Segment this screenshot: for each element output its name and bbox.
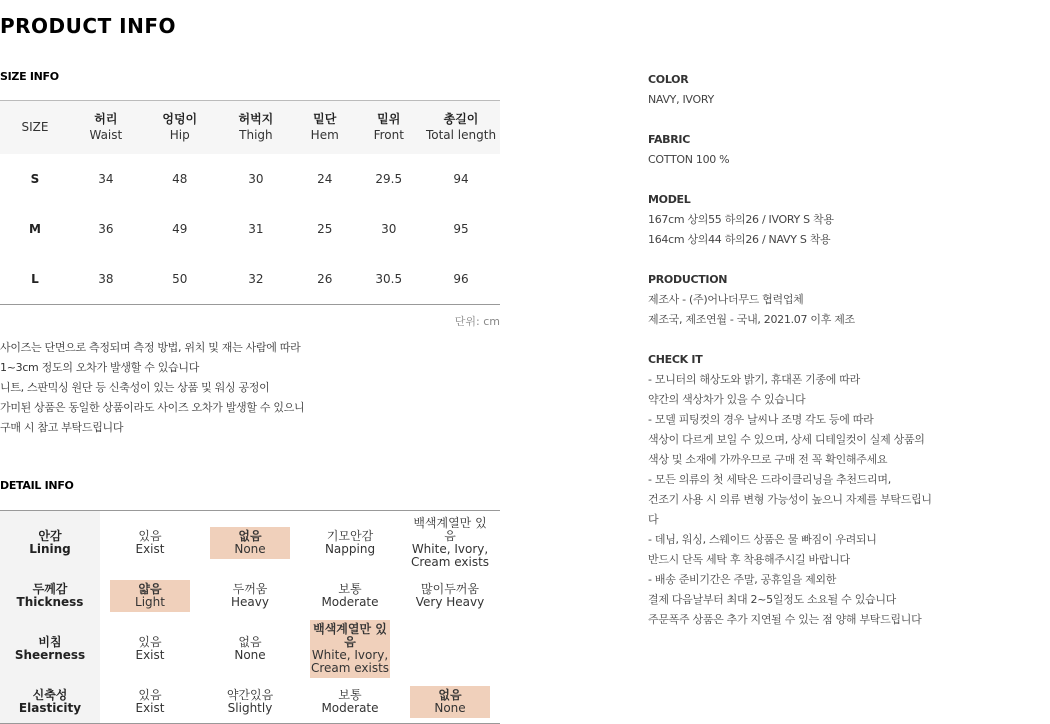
info-line: - 모니터의 해상도와 밝기, 휴대폰 기종에 따라 <box>648 373 860 386</box>
table-cell: 25 <box>317 221 333 236</box>
table-cell: 50 <box>172 271 188 286</box>
table-cell: 31 <box>248 221 264 236</box>
product-info-column <box>648 70 948 650</box>
option-value: 있음 Exist <box>135 635 165 662</box>
info-line: - 데님, 워싱, 스웨이드 상품은 물 빠짐이 우려되니 <box>648 533 877 546</box>
selected-option: 없음 None <box>210 527 290 559</box>
note-line: 가미된 상품은 동일한 상품이라도 사이즈 오차가 발생할 수 있으니 <box>0 401 305 414</box>
table-cell: 29.5 <box>375 171 403 186</box>
table-cell: 26 <box>317 271 333 286</box>
info-line: 주문폭주 상품은 추가 지연될 수 있는 점 양해 부탁드립니다 <box>648 613 922 626</box>
info-heading: FABRIC <box>648 133 690 146</box>
selected-option: 백색계열만 있음 White, Ivory, Cream exists <box>310 620 390 678</box>
detail-info-heading: DETAIL INFO <box>0 479 74 492</box>
table-row <box>0 254 500 305</box>
info-line: 제조사 - (주)어나더무드 협력업체 <box>648 293 804 306</box>
option-value: 백색계열만 있음 White, Ivory, Cream exists <box>410 516 490 569</box>
table-cell: M <box>29 221 41 236</box>
info-line: 다 <box>648 513 659 526</box>
option-value: 두꺼움 Heavy <box>231 582 269 609</box>
size-table-header <box>0 101 500 154</box>
unit-label: 단위: cm <box>454 315 500 328</box>
detail-option <box>100 575 200 617</box>
option-value: 보통 Moderate <box>321 687 379 715</box>
hip-column-header: 엉덩이 Hip <box>162 112 198 143</box>
hem-column-header: 밑단 Hem <box>310 112 339 143</box>
table-cell: 95 <box>453 221 469 236</box>
detail-option <box>300 575 400 617</box>
table-cell: 48 <box>172 171 188 186</box>
info-line: 반드시 단독 세탁 후 착용해주시길 바랍니다 <box>648 553 850 566</box>
detail-option <box>400 511 500 576</box>
thigh-column-header: 허벅지 Thigh <box>238 112 274 143</box>
info-line: 색상이 다르게 보일 수 있으며, 상세 디테일컷이 실제 상품의 <box>648 433 925 446</box>
table-row <box>0 204 500 254</box>
front-column-header: 밑위 Front <box>373 112 404 143</box>
option-value: 없음 None <box>234 635 266 662</box>
table-cell: L <box>31 271 39 286</box>
detail-row-label: 신축성 Elasticity <box>0 681 100 723</box>
table-cell: 32 <box>248 271 264 286</box>
table-cell: 38 <box>98 271 114 286</box>
option-value: 약간있음 Slightly <box>226 687 274 715</box>
size-table <box>0 100 500 305</box>
detail-option <box>400 575 500 617</box>
option-value: 있음 Exist <box>135 529 165 556</box>
note-line: 1~3cm 정도의 오차가 발생할 수 있습니다 <box>0 361 200 374</box>
option-value: 있음 Exist <box>135 687 165 715</box>
table-cell: 34 <box>98 171 114 186</box>
detail-option <box>200 617 300 681</box>
table-row <box>0 154 500 204</box>
detail-option <box>400 617 500 681</box>
selected-option: 없음 None <box>410 686 490 718</box>
info-line: NAVY, IVORY <box>648 93 714 106</box>
detail-option <box>300 681 400 723</box>
page-title: PRODUCT INFO <box>0 14 177 38</box>
info-heading: MODEL <box>648 193 691 206</box>
info-line: COTTON 100 % <box>648 153 730 166</box>
info-heading: COLOR <box>648 73 689 86</box>
option-value: 많이두꺼움 Very Heavy <box>415 582 485 609</box>
table-cell: 30 <box>248 171 264 186</box>
info-line: 제조국, 제조연월 - 국내, 2021.07 이후 제조 <box>648 313 855 326</box>
table-cell: S <box>30 171 40 186</box>
info-block <box>648 350 948 630</box>
detail-option <box>200 681 300 723</box>
info-heading: CHECK IT <box>648 353 703 366</box>
info-line: - 모델 피팅컷의 경우 날씨나 조명 각도 등에 따라 <box>648 413 874 426</box>
size-column-header: SIZE <box>21 120 49 135</box>
info-line: - 배송 준비기간은 주말, 공휴일을 제외한 <box>648 573 837 586</box>
detail-option <box>300 617 400 681</box>
info-line: 164cm 상의44 하의26 / NAVY S 착용 <box>648 233 831 246</box>
info-line: 약간의 색상차가 있을 수 있습니다 <box>648 393 806 406</box>
detail-option <box>100 617 200 681</box>
size-notes <box>0 338 304 438</box>
detail-option <box>400 681 500 723</box>
detail-option <box>100 681 200 723</box>
detail-option <box>200 575 300 617</box>
info-block <box>648 270 948 330</box>
info-line: - 모든 의류의 첫 세탁은 드라이클리닝을 추천드리며, <box>648 473 891 486</box>
option-value: 보통 Moderate <box>321 582 379 609</box>
detail-option <box>300 511 400 576</box>
info-block <box>648 70 948 110</box>
table-cell: 24 <box>317 171 333 186</box>
note-line: 니트, 스판믹싱 원단 등 신축성이 있는 상품 및 워싱 공정이 <box>0 381 270 394</box>
detail-option <box>100 511 200 576</box>
info-line: 건조기 사용 시 의류 변형 가능성이 높으니 자제를 부탁드립니 <box>648 493 932 506</box>
detail-option <box>200 511 300 576</box>
size-info-heading: SIZE INFO <box>0 70 59 83</box>
info-block <box>648 190 948 250</box>
waist-column-header: 허리 Waist <box>89 112 123 143</box>
detail-row-label: 비침 Sheerness <box>0 617 100 681</box>
detail-row <box>0 511 500 576</box>
detail-row-label: 안감 Lining <box>0 511 100 576</box>
note-line: 사이즈는 단면으로 측정되며 측정 방법, 위치 및 재는 사람에 따라 <box>0 341 301 354</box>
table-cell: 30.5 <box>375 271 403 286</box>
total-length-column-header: 총길이 Total length <box>425 112 497 143</box>
detail-row <box>0 681 500 723</box>
info-block <box>648 130 948 170</box>
selected-option: 얇음 Light <box>110 580 190 612</box>
info-line: 결제 다음날부터 최대 2~5일정도 소요될 수 있습니다 <box>648 593 897 606</box>
option-value: 기모안감 Napping <box>324 529 376 556</box>
info-heading: PRODUCTION <box>648 273 728 286</box>
note-line: 구매 시 참고 부탁드립니다 <box>0 421 124 434</box>
table-cell: 30 <box>381 221 397 236</box>
detail-row <box>0 617 500 681</box>
detail-table <box>0 510 500 724</box>
info-line: 색상 및 소재에 가까우므로 구매 전 꼭 확인해주세요 <box>648 453 888 466</box>
table-cell: 36 <box>98 221 114 236</box>
table-cell: 94 <box>453 171 469 186</box>
table-cell: 49 <box>172 221 188 236</box>
table-cell: 96 <box>453 271 469 286</box>
detail-row <box>0 575 500 617</box>
info-line: 167cm 상의55 하의26 / IVORY S 착용 <box>648 213 834 226</box>
detail-row-label: 두께감 Thickness <box>0 575 100 617</box>
